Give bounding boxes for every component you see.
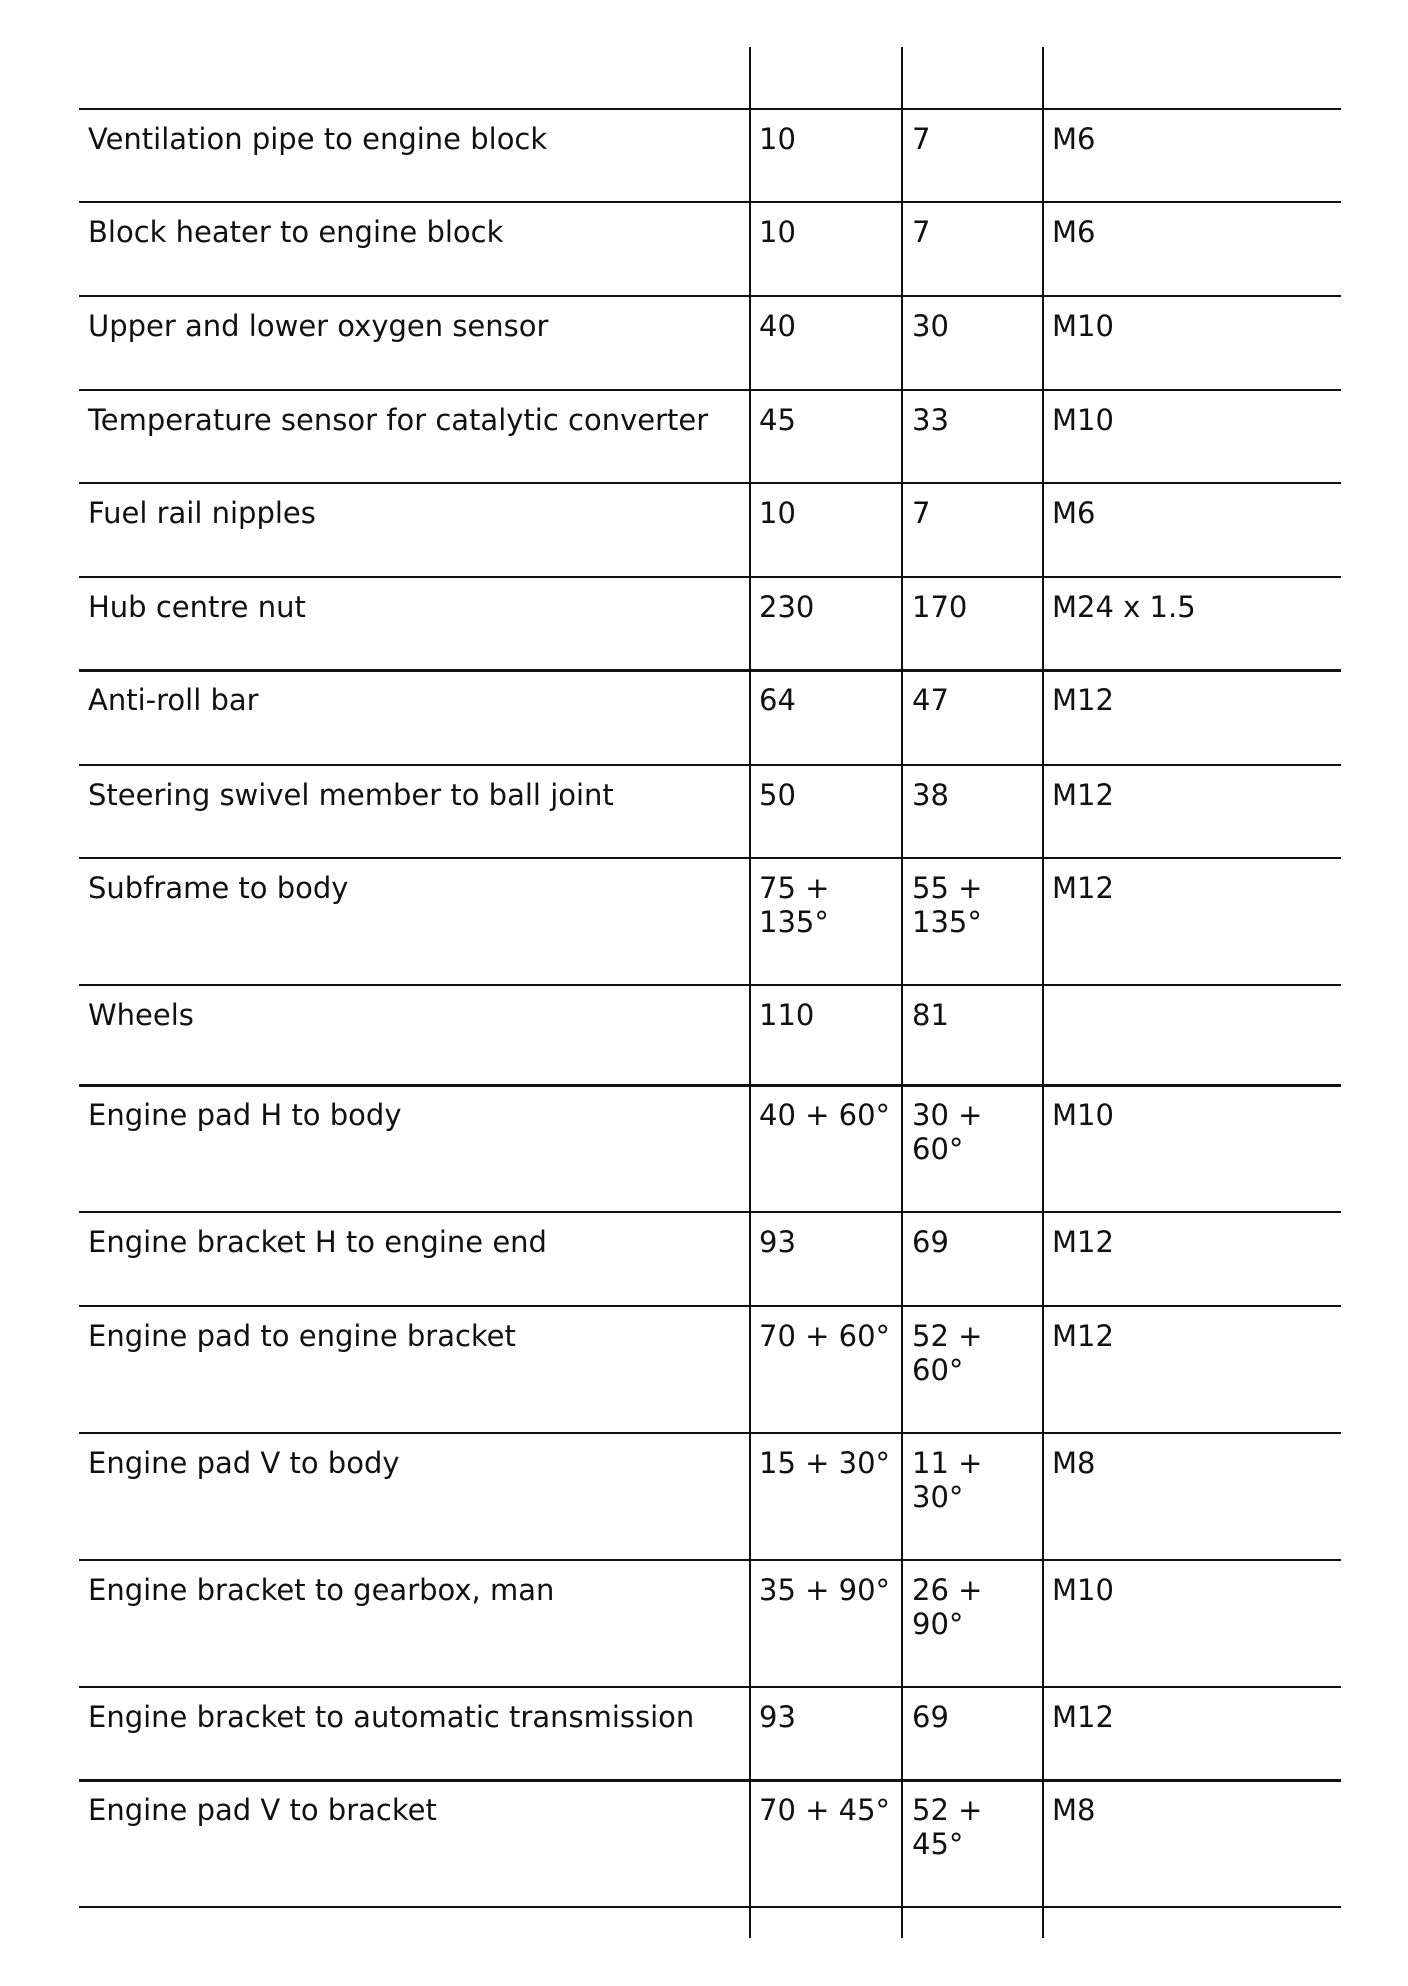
torque-nm-cell: 15 + 30°	[759, 1446, 891, 1480]
component-cell: Block heater to engine block	[88, 215, 504, 249]
component-cell: Steering swivel member to ball joint	[88, 778, 614, 812]
component-cell: Ventilation pipe to engine block	[88, 122, 548, 156]
torque-nm-cell: 93	[759, 1225, 796, 1259]
row-divider	[79, 389, 1341, 391]
component-cell: Engine pad V to bracket	[88, 1793, 437, 1827]
torque-nm-cell: 40 + 60°	[759, 1098, 891, 1132]
torque-lbf-ft-cell: 33	[912, 403, 949, 437]
component-cell: Hub centre nut	[88, 590, 306, 624]
thread-size-cell: M12	[1052, 683, 1114, 717]
torque-nm-cell: 40	[759, 309, 796, 343]
torque-nm-cell: 75 + 135°	[759, 871, 830, 939]
thread-size-cell: M12	[1052, 871, 1114, 905]
torque-lbf-ft-cell: 7	[912, 122, 931, 156]
thread-size-cell: M8	[1052, 1793, 1096, 1827]
column-divider	[1042, 47, 1044, 1938]
torque-nm-cell: 110	[759, 998, 815, 1032]
torque-nm-cell: 10	[759, 122, 796, 156]
row-divider	[79, 1686, 1341, 1688]
thread-size-cell: M10	[1052, 1098, 1114, 1132]
row-divider	[79, 857, 1341, 859]
row-divider	[79, 1432, 1341, 1434]
row-divider	[79, 108, 1341, 110]
torque-nm-cell: 70 + 45°	[759, 1793, 891, 1827]
row-divider	[79, 1305, 1341, 1307]
row-divider	[79, 984, 1341, 986]
thread-size-cell: M8	[1052, 1446, 1096, 1480]
component-cell: Upper and lower oxygen sensor	[88, 309, 549, 343]
torque-lbf-ft-cell: 11 + 30°	[912, 1446, 983, 1514]
thread-size-cell: M6	[1052, 122, 1096, 156]
torque-lbf-ft-cell: 30	[912, 309, 949, 343]
row-divider	[79, 1211, 1341, 1213]
row-divider	[79, 295, 1341, 297]
thread-size-cell: M10	[1052, 403, 1114, 437]
torque-nm-cell: 93	[759, 1700, 796, 1734]
torque-nm-cell: 50	[759, 778, 796, 812]
torque-nm-cell: 10	[759, 496, 796, 530]
torque-nm-cell: 230	[759, 590, 815, 624]
component-cell: Temperature sensor for catalytic converter	[88, 403, 709, 437]
torque-lbf-ft-cell: 7	[912, 215, 931, 249]
torque-lbf-ft-cell: 30 + 60°	[912, 1098, 983, 1166]
component-cell: Engine pad to engine bracket	[88, 1319, 516, 1353]
row-divider	[79, 201, 1341, 203]
component-cell: Anti-roll bar	[88, 683, 259, 717]
column-divider	[749, 47, 751, 1938]
torque-lbf-ft-cell: 26 + 90°	[912, 1573, 983, 1641]
component-cell: Engine pad V to body	[88, 1446, 400, 1480]
row-divider	[79, 669, 1341, 672]
column-divider	[901, 47, 903, 1938]
component-cell: Engine bracket to gearbox, man	[88, 1573, 555, 1607]
row-divider	[79, 1559, 1341, 1561]
row-divider	[79, 1084, 1341, 1087]
torque-lbf-ft-cell: 170	[912, 590, 968, 624]
thread-size-cell: M10	[1052, 309, 1114, 343]
thread-size-cell: M12	[1052, 1319, 1114, 1353]
torque-lbf-ft-cell: 81	[912, 998, 949, 1032]
torque-nm-cell: 10	[759, 215, 796, 249]
component-cell: Wheels	[88, 998, 194, 1032]
torque-lbf-ft-cell: 69	[912, 1700, 949, 1734]
thread-size-cell: M6	[1052, 215, 1096, 249]
row-divider	[79, 576, 1341, 578]
torque-lbf-ft-cell: 69	[912, 1225, 949, 1259]
torque-lbf-ft-cell: 55 + 135°	[912, 871, 983, 939]
row-divider	[79, 1779, 1341, 1782]
thread-size-cell: M12	[1052, 1225, 1114, 1259]
torque-lbf-ft-cell: 38	[912, 778, 949, 812]
row-divider	[79, 764, 1341, 766]
torque-nm-cell: 35 + 90°	[759, 1573, 891, 1607]
component-cell: Engine bracket to automatic transmission	[88, 1700, 695, 1734]
row-divider	[79, 1906, 1341, 1908]
thread-size-cell: M24 x 1.5	[1052, 590, 1196, 624]
torque-lbf-ft-cell: 52 + 45°	[912, 1793, 983, 1861]
component-cell: Subframe to body	[88, 871, 349, 905]
component-cell: Engine pad H to body	[88, 1098, 402, 1132]
thread-size-cell: M6	[1052, 496, 1096, 530]
torque-nm-cell: 70 + 60°	[759, 1319, 891, 1353]
thread-size-cell: M10	[1052, 1573, 1114, 1607]
torque-lbf-ft-cell: 7	[912, 496, 931, 530]
component-cell: Fuel rail nipples	[88, 496, 316, 530]
row-divider	[79, 482, 1341, 484]
torque-lbf-ft-cell: 47	[912, 683, 949, 717]
thread-size-cell: M12	[1052, 1700, 1114, 1734]
torque-lbf-ft-cell: 52 + 60°	[912, 1319, 983, 1387]
torque-nm-cell: 45	[759, 403, 796, 437]
torque-nm-cell: 64	[759, 683, 796, 717]
component-cell: Engine bracket H to engine end	[88, 1225, 547, 1259]
thread-size-cell: M12	[1052, 778, 1114, 812]
